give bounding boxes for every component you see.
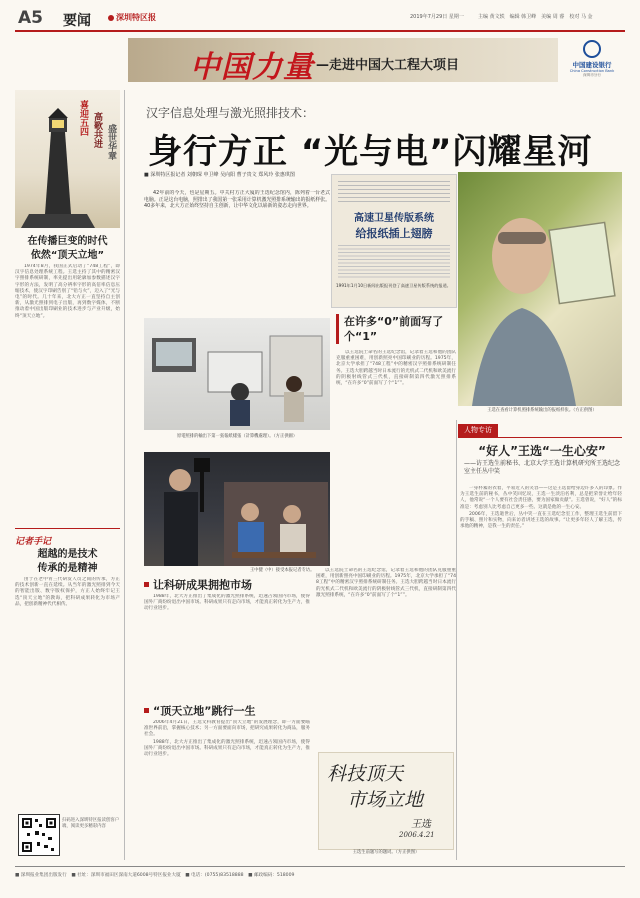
sidebar-label-text: 人物专访 (464, 426, 492, 434)
header-rule (15, 30, 625, 32)
issue-date: 2019年7月29日 星期一 (410, 14, 464, 20)
interview-photo (144, 452, 330, 566)
left-body-2 (15, 577, 120, 809)
left-paragraph-1: 1974年8月，我国正式启动了“748工程”，即汉字信息处理系统工程。王选主持了其中的精密汉字照排系统研制，率先提出用轮廓加参数描述汉字字形的方法，发明了高分辨率字形的高倍率信息压缩技术，使汉字印刷告别了“铅与火”，迈入了“光与电”的时代。几十年来，北大方正一直坚持自主创新，从激光照排到电子出版，再到数字媒体，不断推动着中国出版印刷业的技术进步与产业升级，始终“顶天立地”。 (15, 264, 120, 319)
bank-name-en: China Construction Bank (569, 69, 615, 73)
left-body-1 (15, 264, 120, 526)
poem-line-2: 高歌共进 (92, 112, 102, 148)
center-body-text: 以王选院士命名的王选纪念馆，记录着王选和他的团队克服重重困难，用创新照亮中国印刷业的历程。1975年，北京大学承担了“748工程”中的精密汉字照排系统研制任务。王选大胆跨越当时日本流行的光机式二代机和欧美流行的阴极射线管式三代机，直接研制第四代激光照排系统，“在许多“0”前面写了个“1””。 (336, 350, 456, 387)
sidebar-headline: “好人”王选“一生心安” (478, 444, 606, 458)
section2-marker (144, 582, 149, 587)
market-body-text: 1988年，北大方正推出了集成化的激光照排系统，迅速占领国内市场，使得国外厂商纷纷退出中国市场。科研成果只有走向市场，才能真正转化为生产力，推动行业进步。 (144, 594, 310, 612)
calligraphy-caption: 王选生前题写的题词。（方正供图） (352, 850, 420, 855)
person-silhouette-icon (458, 172, 622, 406)
wang-xuan-photo (458, 172, 622, 406)
photo3-caption: 王中健（中）接受本报记者专访。 (250, 568, 315, 573)
photo2-caption: 原電照排的輸出下第一張報紙樣張（計算機處理）。（方正供圖） (176, 434, 298, 439)
market-body (144, 594, 310, 694)
left-headline-2: 依然“顶天立地” (30, 250, 105, 261)
clipping-headline-2: 给报纸插上翅膀 (355, 227, 433, 240)
column-divider (124, 90, 125, 860)
footer-text: ■ 深圳报业集团出版发行 ■ 社址：深圳市福田区深南大道6008号特区报业大厦 ■ 电话：(0755)83518888 ■ 邮政编码：518009 (15, 873, 295, 878)
section3-marker (144, 708, 149, 713)
article-kicker: 汉字信息处理与激光照排技术： (146, 106, 315, 120)
clipping-body-lines (338, 245, 450, 279)
banner-calligraphy: 中国力量 (190, 50, 314, 85)
center-body (336, 350, 456, 558)
article-headline: 身行方正 “光与电”闪耀星河 (148, 132, 593, 172)
note-headline-2: 传承的是精神 (37, 563, 98, 574)
staff-credits: 主编 黄文轶 编辑 韩卫峰 美编 周 睿 校对 马 金 (478, 14, 593, 20)
page-number: A5 (18, 8, 43, 28)
banner (128, 38, 558, 85)
note-headline-1: 超越的是技术 (37, 549, 98, 560)
photo1-caption: 王选在查看计算机照排系统输出的报纸样张。（方正供图） (487, 408, 597, 413)
calligraphy-date: 2006.4.21 (399, 831, 435, 839)
calligraphy-box (318, 752, 454, 850)
paper-name: 深圳特区报 (116, 13, 156, 22)
section2-title: 让科研成果拥抱市场 (153, 578, 252, 592)
section1-title: 在许多“0”前面写了个“1” (344, 315, 444, 343)
sidebar-divider (456, 420, 457, 860)
qr-code-icon (19, 815, 59, 855)
sidebar-subheadline: ——访王选生前秘书、北京大学王选计算机研究所王选纪念室主任丛中笑 (464, 460, 621, 475)
sidebar-label (458, 424, 498, 437)
note-label-text: 记者手记 (15, 537, 52, 547)
qr-caption: 扫码进入深圳特区报读创客户端，阅读更多精彩内容 (62, 818, 120, 829)
paper-logo (108, 12, 156, 23)
sidebar-body (460, 486, 622, 860)
section1-heading (336, 314, 456, 346)
calligraphy-line-1: 科技顶天 (327, 763, 404, 785)
article-lead (144, 190, 330, 302)
article-byline: ■ 深圳特区报记者 刘朝琛 申卫峰 吴向阳 曹子贵文 郑风玲 张惠琪图 (144, 172, 295, 178)
life-body-text: 2006年4月21日，王选文科教育提出“顶天立地”的发展理念，即一方面要瞄准世界前沿，掌握核心技术；另一方面要面向市场，把研究成果转化为商品，服务社会。 (144, 720, 310, 738)
bank-note: 深圳市分行 (583, 73, 601, 77)
section3-title: “顶天立地”跳行一生 (153, 704, 256, 718)
interview-scene-icon (144, 452, 330, 566)
left-paragraph-2: 由于在老中青三代研发人员之间的传承，方正的技术创新一直在延续。从当年的激光照排到今天的智能出版、数字版权保护，方正人始终牢记王选“顶天立地”的教诲，把科研成果转化为市场产品，把创新精神代代相传。 (15, 577, 120, 607)
article-lead-text: 42年前的今天，也是星期五。中关村方正大厦的王选纪念馆内，陈列着一台老式电脑。正是这台电脑，照排出了我国第一张采用计算机激光照排系统输出的报纸样张。40多年来，北大方正始终坚持自主创新，让中华文化以崭新的姿态走向世界。 (144, 190, 330, 210)
life-body-text-2: 1988年，北大方正推出了集成化的激光照排系统，迅速占领国内市场，使得国外厂商纷纷退出中国市场。科研成果只有走向市场，才能真正转化为生产力，推动行业进步。 (144, 739, 310, 758)
clipping-headline-1: 高速卫星传版系统 (354, 213, 434, 224)
poem-line-1: 喜迎五四 (78, 100, 88, 136)
computer-equipment-icon (144, 318, 330, 430)
center-body-continued: 以王选院士命名的王选纪念馆，记录着王选和他的团队克服重重困难，用创新照亮中国印刷业的历程。1975年，北京大学承担了“748工程”中的精密汉字照排系统研制任务。王选大胆跨越当时日本流行的光机式二代机和欧美流行的阴极射线管式三代机，直接研制第四代激光照排系统，“在许多“0”前面写了个“1””。 (316, 568, 456, 598)
newspaper-clipping (331, 174, 457, 308)
section-name: 要闻 (63, 13, 91, 29)
calligraphy-signature: 王选 (411, 819, 431, 830)
footer-rule (15, 866, 625, 867)
sidebar-rule (458, 437, 622, 438)
note-label (15, 528, 120, 547)
workshop-photo (144, 318, 330, 430)
sidebar-paragraph-1: 一身朴素的衣着，平易近人的笑容——这是王选留给身边许多人的印象。作为王选生前的秘书，丛中笑回忆说，王选一生淡泊名利，总是把荣誉让给年轻人，他常说“一个人要有社会责任感，要为国家做贡献”。王选曾说，“好人”的标准是：考虑别人比考虑自己更多一些。这就是他的一生心安。 (460, 486, 622, 510)
paper-logo-mark (108, 15, 114, 21)
section3-heading (144, 700, 304, 716)
bank-name: 中国建设银行 (572, 61, 612, 69)
section1-bar (336, 314, 339, 344)
bank-logo (562, 40, 622, 80)
clipping-caption: 1991年1月10日新闻出版报刊登了高速卫星传版系统的报道。 (336, 283, 451, 288)
life-body (144, 720, 310, 860)
left-headline-1: 在传播巨变的时代 (27, 236, 108, 247)
poem-line-3: 盛世华章 (106, 124, 116, 160)
banner-subtitle: —走进中国大工程大项目 (316, 58, 460, 73)
section2-heading (144, 574, 304, 590)
lighthouse-image (15, 90, 120, 228)
clipping-text-lines (338, 181, 450, 205)
qr-code[interactable] (18, 814, 60, 856)
bank-logo-icon (583, 40, 601, 58)
calligraphy-line-2: 市场立地 (347, 789, 424, 811)
market-body-2 (316, 568, 456, 694)
sidebar-paragraph-2: 2006年，王选逝世后，丛中笑一直在王选纪念室工作，整理王选生前留下的手稿、照片和实物，向来访者讲述王选的故事。“让更多年轻人了解王选，传承他的精神，是我一生的责任。” (460, 511, 622, 530)
